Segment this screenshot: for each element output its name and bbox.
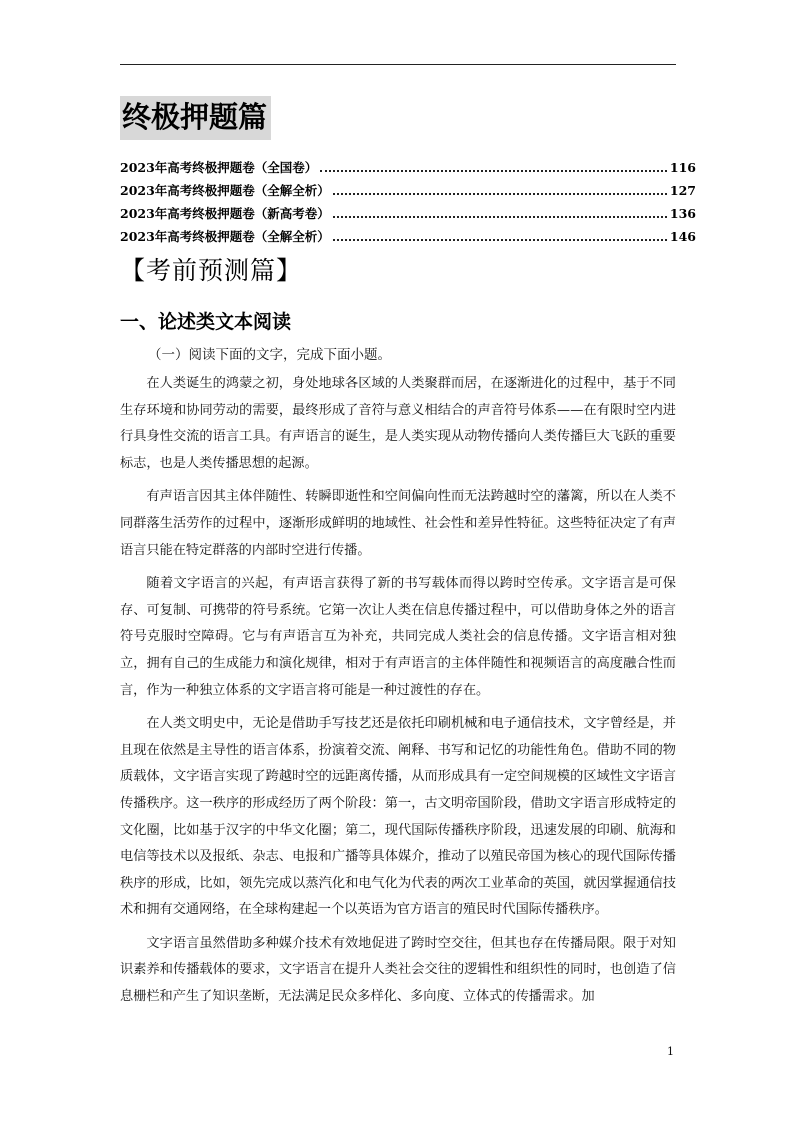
reading-passage	[120, 371, 676, 1018]
toc-entry-page: 136	[669, 206, 696, 221]
toc-leader-dots	[333, 193, 667, 195]
toc-entry-text: 2023年高考终极押题卷（全解全析）	[120, 183, 330, 198]
toc-entry-page: 116	[669, 160, 696, 175]
toc-entry[interactable]	[120, 181, 696, 204]
toc-entry-page: 146	[669, 229, 696, 244]
section-title: 终极押题篇	[120, 96, 271, 140]
paragraph: 在人类诞生的鸿蒙之初，身处地球各区域的人类聚群而居，在逐渐进化的过程中，基于不同生存环境和协同劳动的需要，最终形成了音符与意义相结合的声音符号体系——在有限时空内进行具身性交流的语言工具。有声语言的诞生，是人类实现从动物传播向人类传播巨大飞跃的重要标志，也是人类传播思想的起源。	[120, 376, 676, 471]
toc-entry-page: 127	[669, 183, 696, 198]
toc-leader-dots	[320, 170, 667, 172]
toc-entry-text: 2023年高考终极押题卷（新高考卷）	[120, 206, 330, 221]
part-title: 【考前预测篇】	[120, 256, 303, 285]
header-rule	[120, 64, 676, 65]
toc-entry[interactable]	[120, 158, 696, 181]
toc-leader-dots	[333, 216, 667, 218]
toc-entry-text: 2023年高考终极押题卷（全解全析）	[120, 229, 330, 244]
toc-entry[interactable]	[120, 227, 696, 250]
paragraph: 文字语言虽然借助多种媒介技术有效地促进了跨时空交往，但其也存在传播局限。限于对知识素养和传播载体的要求，文字语言在提升人类社会交往的逻辑性和组织性的同时，也创造了信息栅栏和产生了知识垄断，无法满足民众多样化、多向度、立体式的传播需求。加	[120, 935, 676, 1005]
table-of-contents	[120, 158, 696, 250]
page-number: 1	[667, 1045, 674, 1058]
paragraph: 有声语言因其主体伴随性、转瞬即逝性和空间偏向性而无法跨越时空的藩篱，所以在人类不同群落生活劳作的过程中，逐渐形成鲜明的地域性、社会性和差异性特征。这些特征决定了有声语言只能在特定群落的内部时空进行传播。	[120, 489, 676, 558]
toc-entry-text: 2023年高考终极押题卷（全国卷）	[120, 160, 318, 175]
paragraph: 在人类文明史中，无论是借助手写技艺还是依托印刷机械和电子通信技术，文字曾经是，并且现在依然是主导性的语言体系，扮演着交流、阐释、书写和记忆的功能性角色。借助不同的物质载体，文字语言实现了跨越时空的远距离传播，从而形成具有一定空间规模的区域性文字语言传播秩序。这一秩序的形成经历了两个阶段：第一，古文明帝国阶段，借助文字语言形成特定的文化圈，比如基于汉字的中华文化圈；第二，现代国际传播秩序阶段，迅速发展的印刷、航海和电信等技术以及报纸、杂志、电报和广播等具体媒介，推动了以殖民帝国为核心的现代国际传播秩序的形成，比如，领先完成以蒸汽化和电气化为代表的两次工业革命的英国，就因掌握通信技术和拥有交通网络，在全球构建起一个以英语为官方语言的殖民时代国际传播秩序。	[120, 716, 676, 918]
paragraph: 随着文字语言的兴起，有声语言获得了新的书写载体而得以跨时空传承。文字语言是可保存、可复制、可携带的符号系统。它第一次让人类在信息传播过程中，可以借助身体之外的语言符号克服时空障碍。它与有声语言互为补充，共同完成人类社会的信息传播。文字语言相对独立，拥有自己的生成能力和演化规律，相对于有声语言的主体伴随性和视频语言的高度融合性而言，作为一种独立体系的文字语言将可能是一种过渡性的存在。	[120, 576, 676, 698]
toc-leader-dots	[333, 239, 667, 241]
toc-entry[interactable]	[120, 204, 696, 227]
question-instruction: （一）阅读下面的文字，完成下面小题。	[148, 347, 391, 363]
section-heading: 一、论述类文本阅读	[120, 311, 292, 333]
